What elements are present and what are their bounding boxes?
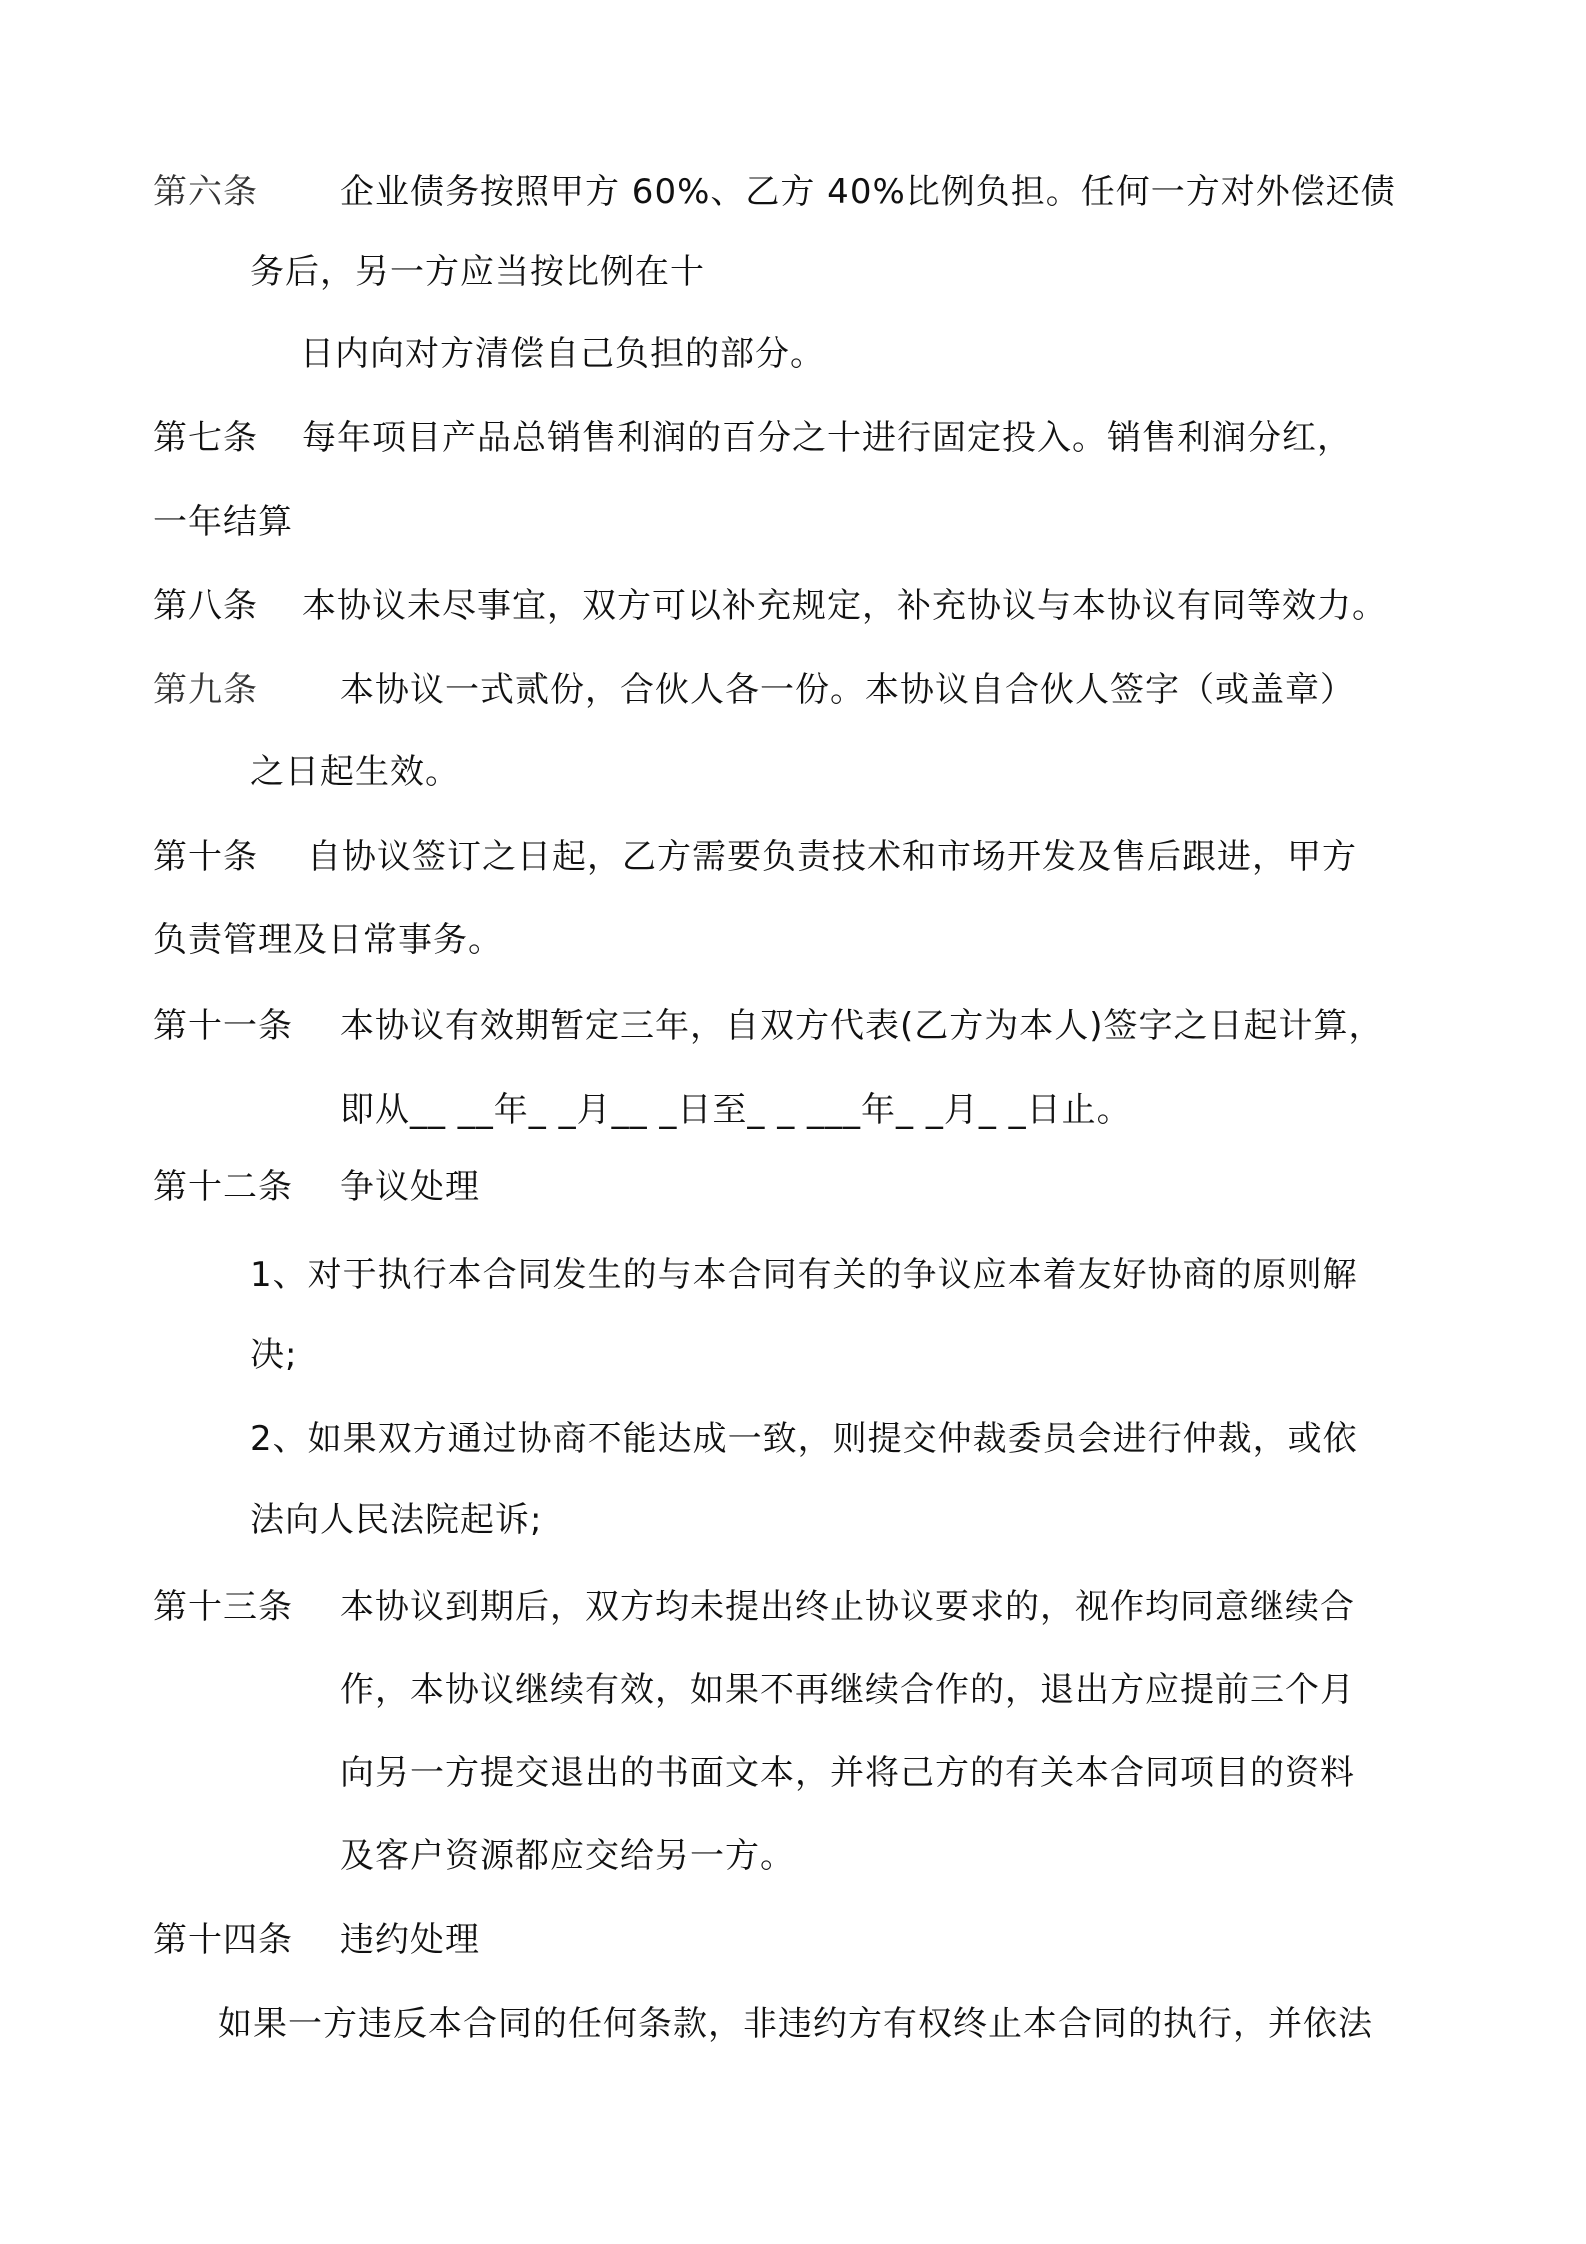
article-13-text-line-3: 向另一方提交退出的书面文本，并将己方的有关本合同项目的资料: [340, 1753, 1355, 1793]
article-11-date-range: 即从__ __年_ _月__ _日至_ _ ___年_ _月_ _日止。: [340, 1090, 1132, 1130]
article-6-label: 第六条: [153, 172, 258, 212]
article-9-text-line-2: 之日起生效。: [250, 752, 460, 792]
article-10-text-line-1: 自协议签订之日起，乙方需要负责技术和市场开发及售后跟进，甲方: [307, 837, 1357, 877]
article-12-item-1-line-2: 决;: [250, 1335, 298, 1375]
article-9-text-line-1: 本协议一式贰份，合伙人各一份。本协议自合伙人签字（或盖章）: [340, 670, 1355, 710]
article-7-label: 第七条: [153, 418, 258, 458]
article-13-text-line-2: 作，本协议继续有效，如果不再继续合作的，退出方应提前三个月: [340, 1670, 1355, 1710]
article-12-item-2-line-1: 2、如果双方通过协商不能达成一致，则提交仲裁委员会进行仲裁，或依: [250, 1419, 1358, 1459]
article-7-text-line-1: 每年项目产品总销售利润的百分之十进行固定投入。销售利润分红，: [302, 418, 1352, 458]
article-12-item-1-line-1: 1、对于执行本合同发生的与本合同有关的争议应本着友好协商的原则解: [250, 1255, 1358, 1295]
article-12-label: 第十二条: [153, 1167, 293, 1207]
article-8-label: 第八条: [153, 586, 258, 626]
article-6-text-line-1: 企业债务按照甲方 60%、乙方 40%比例负担。任何一方对外偿还债: [340, 172, 1396, 212]
article-6-text-line-2: 务后，另一方应当按比例在十: [250, 252, 705, 292]
article-11-text-line-1: 本协议有效期暂定三年，自双方代表(乙方为本人)签字之日起计算，: [340, 1006, 1384, 1046]
article-13-text-line-4: 及客户资源都应交给另一方。: [340, 1836, 795, 1876]
article-13-label: 第十三条: [153, 1587, 293, 1627]
article-8-text-line-1: 本协议未尽事宜，双方可以补充规定，补充协议与本协议有同等效力。: [302, 586, 1387, 626]
article-13-text-line-1: 本协议到期后，双方均未提出终止协议要求的，视作均同意继续合: [340, 1587, 1355, 1627]
article-7-text-line-2: 一年结算: [153, 502, 293, 542]
article-12-heading: 争议处理: [340, 1167, 480, 1207]
article-11-label: 第十一条: [153, 1006, 293, 1046]
article-10-label: 第十条: [153, 837, 258, 877]
article-14-text-line-1: 如果一方违反本合同的任何条款，非违约方有权终止本合同的执行，并依法: [218, 2004, 1373, 2044]
article-6-text-line-3: 日内向对方清偿自己负担的部分。: [300, 334, 825, 374]
article-10-text-line-2: 负责管理及日常事务。: [153, 920, 503, 960]
article-14-heading: 违约处理: [340, 1920, 480, 1960]
article-14-label: 第十四条: [153, 1920, 293, 1960]
article-12-item-2-line-2: 法向人民法院起诉;: [250, 1500, 543, 1540]
article-9-label: 第九条: [153, 670, 258, 710]
